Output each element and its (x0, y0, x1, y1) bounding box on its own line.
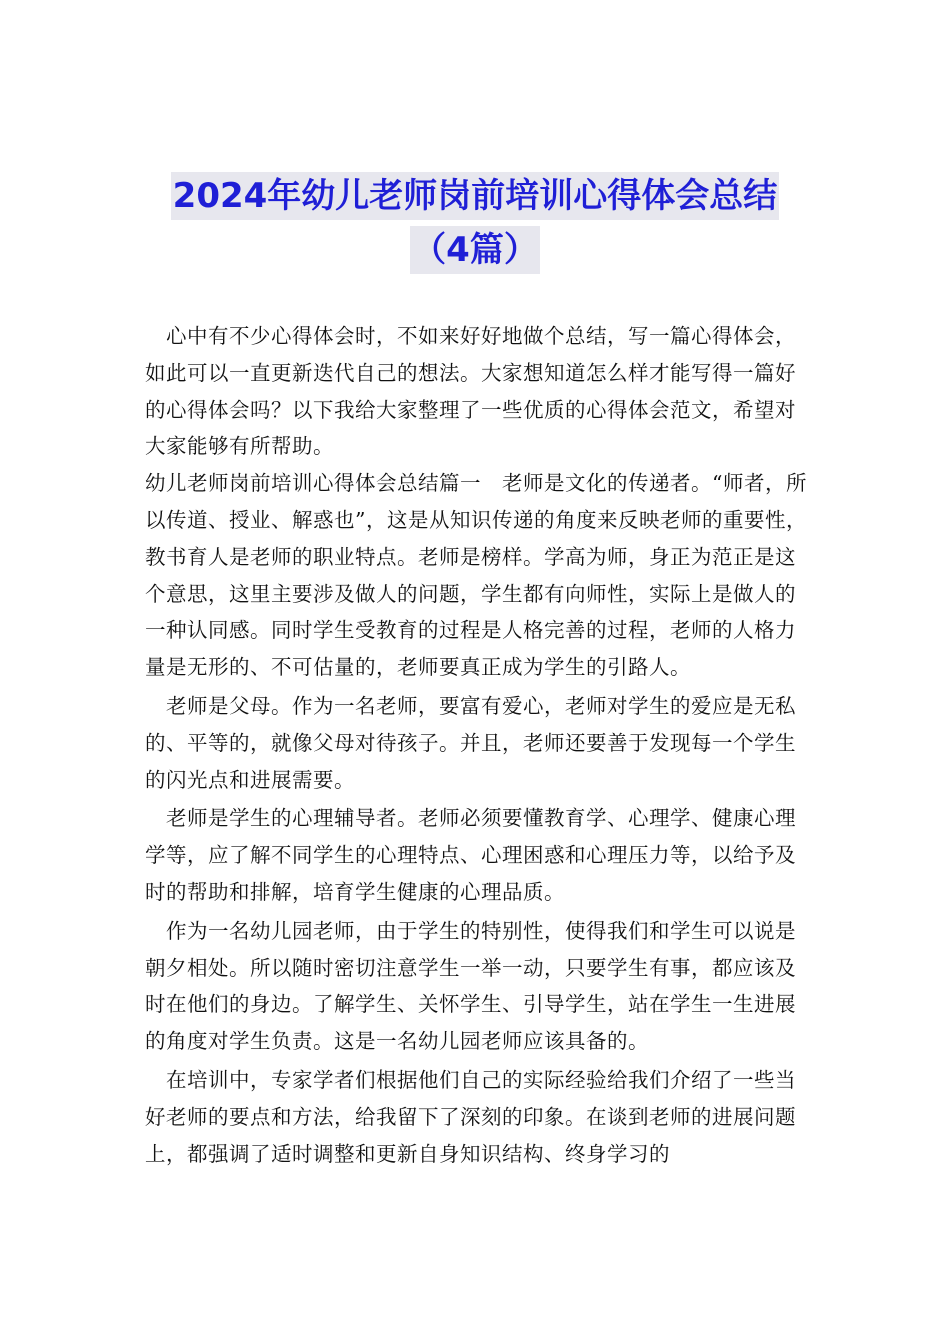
paragraph-parent: 老师是父母。作为一名老师，要富有爱心，老师对学生的爱应是无私的、平等的，就像父母对待孩子。并且，老师还要善于发现每一个学生的闪光点和进展需要。 (145, 693, 796, 792)
paragraph-section-one: 幼儿老师岗前培训心得体会总结篇一 老师是文化的传递者。“师者，所以传道、授业、解惑也”，这是从知识传递的角度来反映老师的重要性，教书育人是老师的职业特点。老师是榜样。学高为师，身正为范正是这个意思，这里主要涉及做人的问题，学生都有向师性，实际上是做人的一种认同感。同时学生受教育的过程是人格完善的过程，老师的人格力量是无形的、不可估量的，老师要真正成为学生的引路人。 (145, 471, 807, 680)
paragraph-training: 在培训中，专家学者们根据他们自己的实际经验给我们介绍了一些当好老师的要点和方法，给我留下了深刻的印象。在谈到老师的进展问题上，都强调了适时调整和更新自身知识结构、终身学习的 (145, 1067, 796, 1166)
document-title (0, 172, 950, 280)
paragraph-intro: 心中有不少心得体会时，不如来好好地做个总结，写一篇心得体会，如此可以一直更新迭代自己的想法。大家想知道怎么样才能写得一篇好的心得体会吗？以下我给大家整理了一些优质的心得体会范文，希望对大家能够有所帮助。 (145, 324, 796, 459)
paragraph-kindergarten: 作为一名幼儿园老师，由于学生的特别性，使得我们和学生可以说是朝夕相处。所以随时密切注意学生一举一动，只要学生有事，都应该及时在他们的身边。了解学生、关怀学生、引导学生，站在学生一生进展的角度对学生负责。这是一名幼儿园老师应该具备的。 (145, 918, 796, 1054)
title-line-1: 2024年幼儿老师岗前培训心得体会总结 (171, 172, 780, 220)
document-body (145, 318, 810, 1172)
paragraph-counselor: 老师是学生的心理辅导者。老师必须要懂教育学、心理学、健康心理学等，应了解不同学生的心理特点、心理困惑和心理压力等，以给予及时的帮助和排解，培育学生健康的心理品质。 (145, 806, 796, 904)
title-line-2: （4篇） (410, 226, 540, 274)
